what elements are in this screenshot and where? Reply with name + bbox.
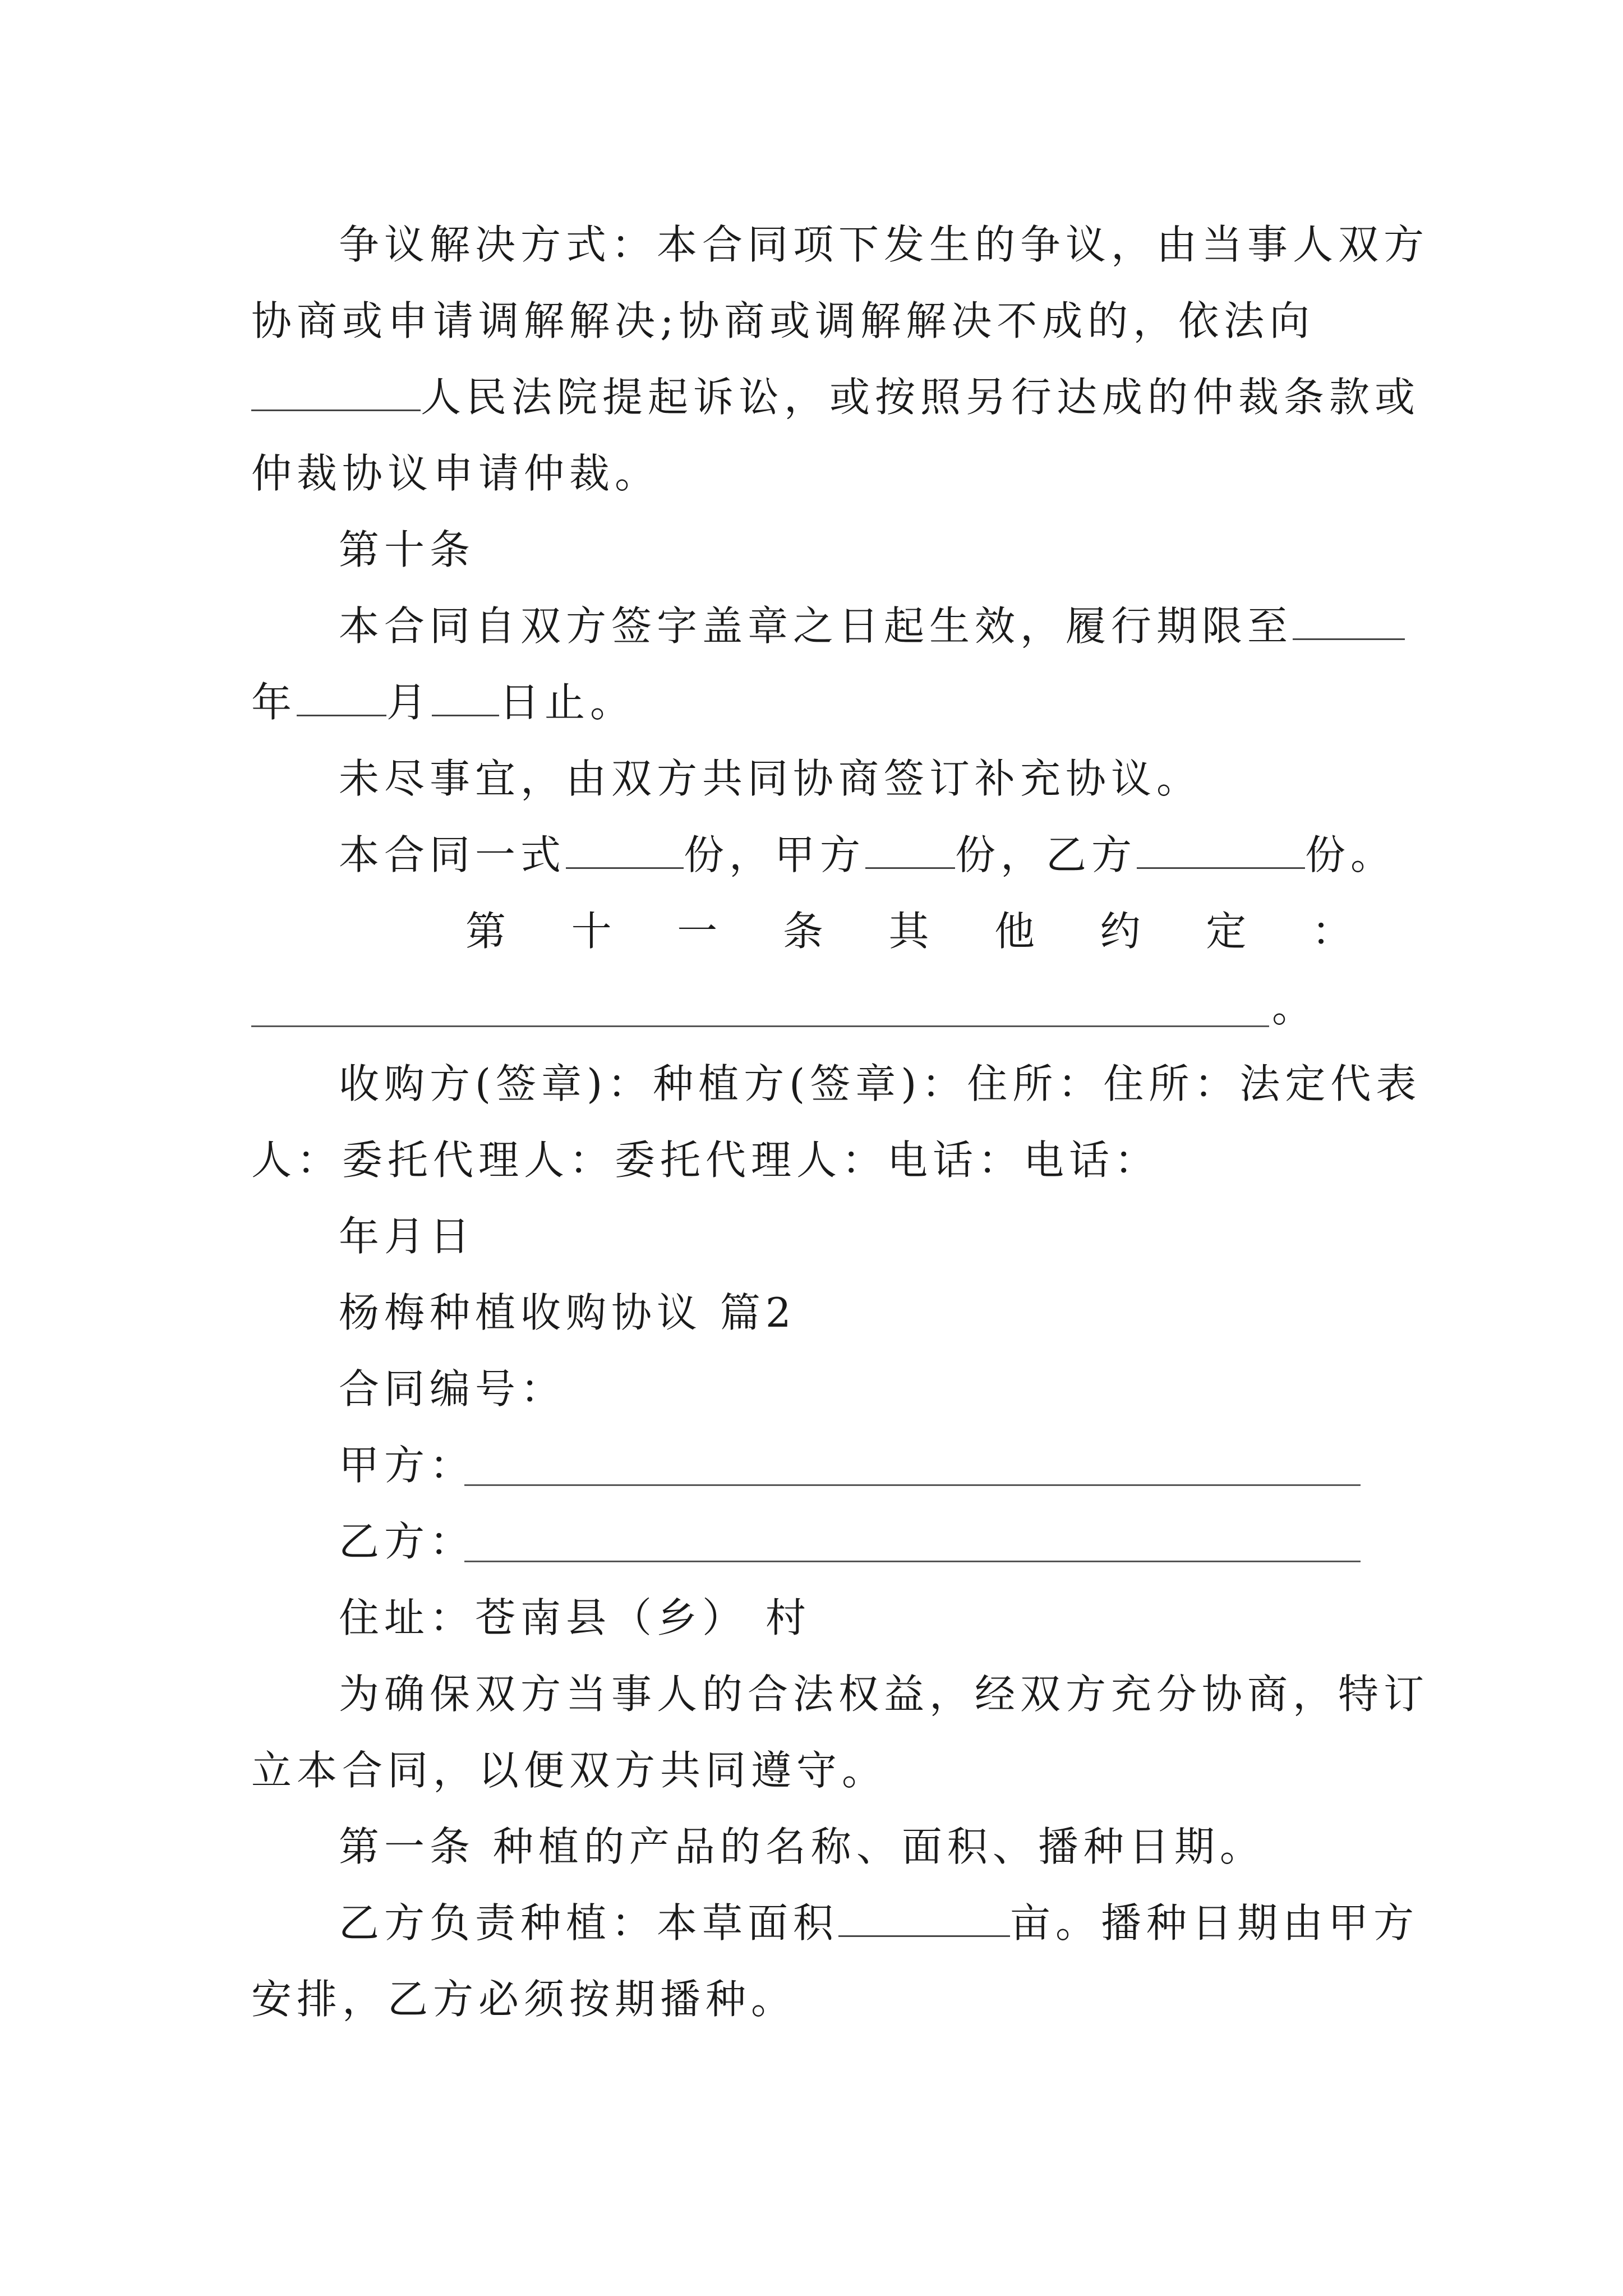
article-11-char: 一 [677,908,723,955]
party-b-label: 乙方： [339,1518,476,1565]
article-10-date-line [251,663,1390,742]
signature-date: 年月日 [339,1213,476,1260]
article-11-char: 条 [782,908,828,955]
dispute-line-2: 协商或申请调解解决;协商或调解解决不成的，依法向 [251,297,1315,344]
contract-number-label: 合同编号： [339,1365,566,1412]
planting-text-a: 乙方负责种植：本草面积 [339,1899,839,1947]
other-terms-blank[interactable] [251,1025,1269,1027]
effect-text: 本合同自双方签字盖章之日起生效，履行期限至 [339,602,1293,650]
copies-text-c: 份，乙方 [955,831,1137,878]
party-a-copies-blank[interactable] [865,830,955,869]
day-label: 日止。 [499,679,636,726]
planting-text-b: 亩。播种日期由甲方 [1010,1899,1419,1947]
purpose-line-2: 立本合同，以便双方共同遵守。 [251,1747,888,1794]
copies-text-d: 份。 [1305,831,1396,878]
total-copies-blank[interactable] [566,830,684,869]
article-11-char: 其 [888,908,934,955]
month-label: 月 [386,679,432,726]
signature-line-1: 收购方(签章)：种植方(签章)：住所：住所：法定代表 [339,1060,1422,1107]
other-terms-period: 。 [1272,984,1318,1031]
planting-line-2: 安排，乙方必须按期播种。 [251,1976,797,2023]
party-a-blank[interactable] [464,1484,1361,1486]
party-b-copies-blank[interactable] [1137,830,1305,869]
supplement-line: 未尽事宜，由双方共同协商签订补充协议。 [339,755,1202,802]
party-b-line [339,1502,1390,1581]
signature-line-2: 人：委托代理人：委托代理人：电话：电话： [251,1137,1160,1184]
purpose-line-1: 为确保双方当事人的合法权益，经双方充分协商，特订 [339,1671,1430,1718]
article-11-char: 约 [1100,908,1146,955]
dispute-line-3 [251,358,1421,436]
article-10-heading: 第十条 [339,526,476,573]
article-11-char: 定 [1206,908,1252,955]
article-11-char: 他 [994,908,1040,955]
article-11-heading [465,892,1357,970]
article-11-char: 第 [465,908,511,955]
dispute-line-3-text: 人民法院提起诉讼，或按照另行达成的仲裁条款或 [421,374,1421,421]
day-blank[interactable] [432,678,499,716]
dispute-line-4: 仲裁协议申请仲裁。 [251,450,661,497]
term-year-blank[interactable] [1293,601,1405,640]
article-10-effect-line [339,587,1390,665]
court-blank[interactable] [251,372,421,411]
year-label: 年 [251,679,297,726]
article-11-char: ： [1311,908,1357,955]
copies-line [339,816,1396,894]
address-line: 住址：苍南县（乡） 村 [339,1594,811,1641]
article-1-heading: 第一条 种植的产品的名称、面积、播种日期。 [339,1823,1265,1870]
copies-text-b: 份，甲方 [684,831,866,878]
party-a-label: 甲方： [339,1442,476,1489]
month-blank[interactable] [297,678,386,716]
article-11-char: 十 [571,908,617,955]
area-blank[interactable] [838,1898,1010,1937]
copies-text-a: 本合同一式 [339,831,566,878]
planting-line-1 [339,1884,1419,1962]
party-a-line [339,1426,1390,1504]
part-2-title: 杨梅种植收购协议 篇2 [339,1289,796,1336]
party-b-blank[interactable] [464,1561,1361,1562]
dispute-line-1: 争议解决方式：本合同项下发生的争议，由当事人双方 [339,221,1430,268]
